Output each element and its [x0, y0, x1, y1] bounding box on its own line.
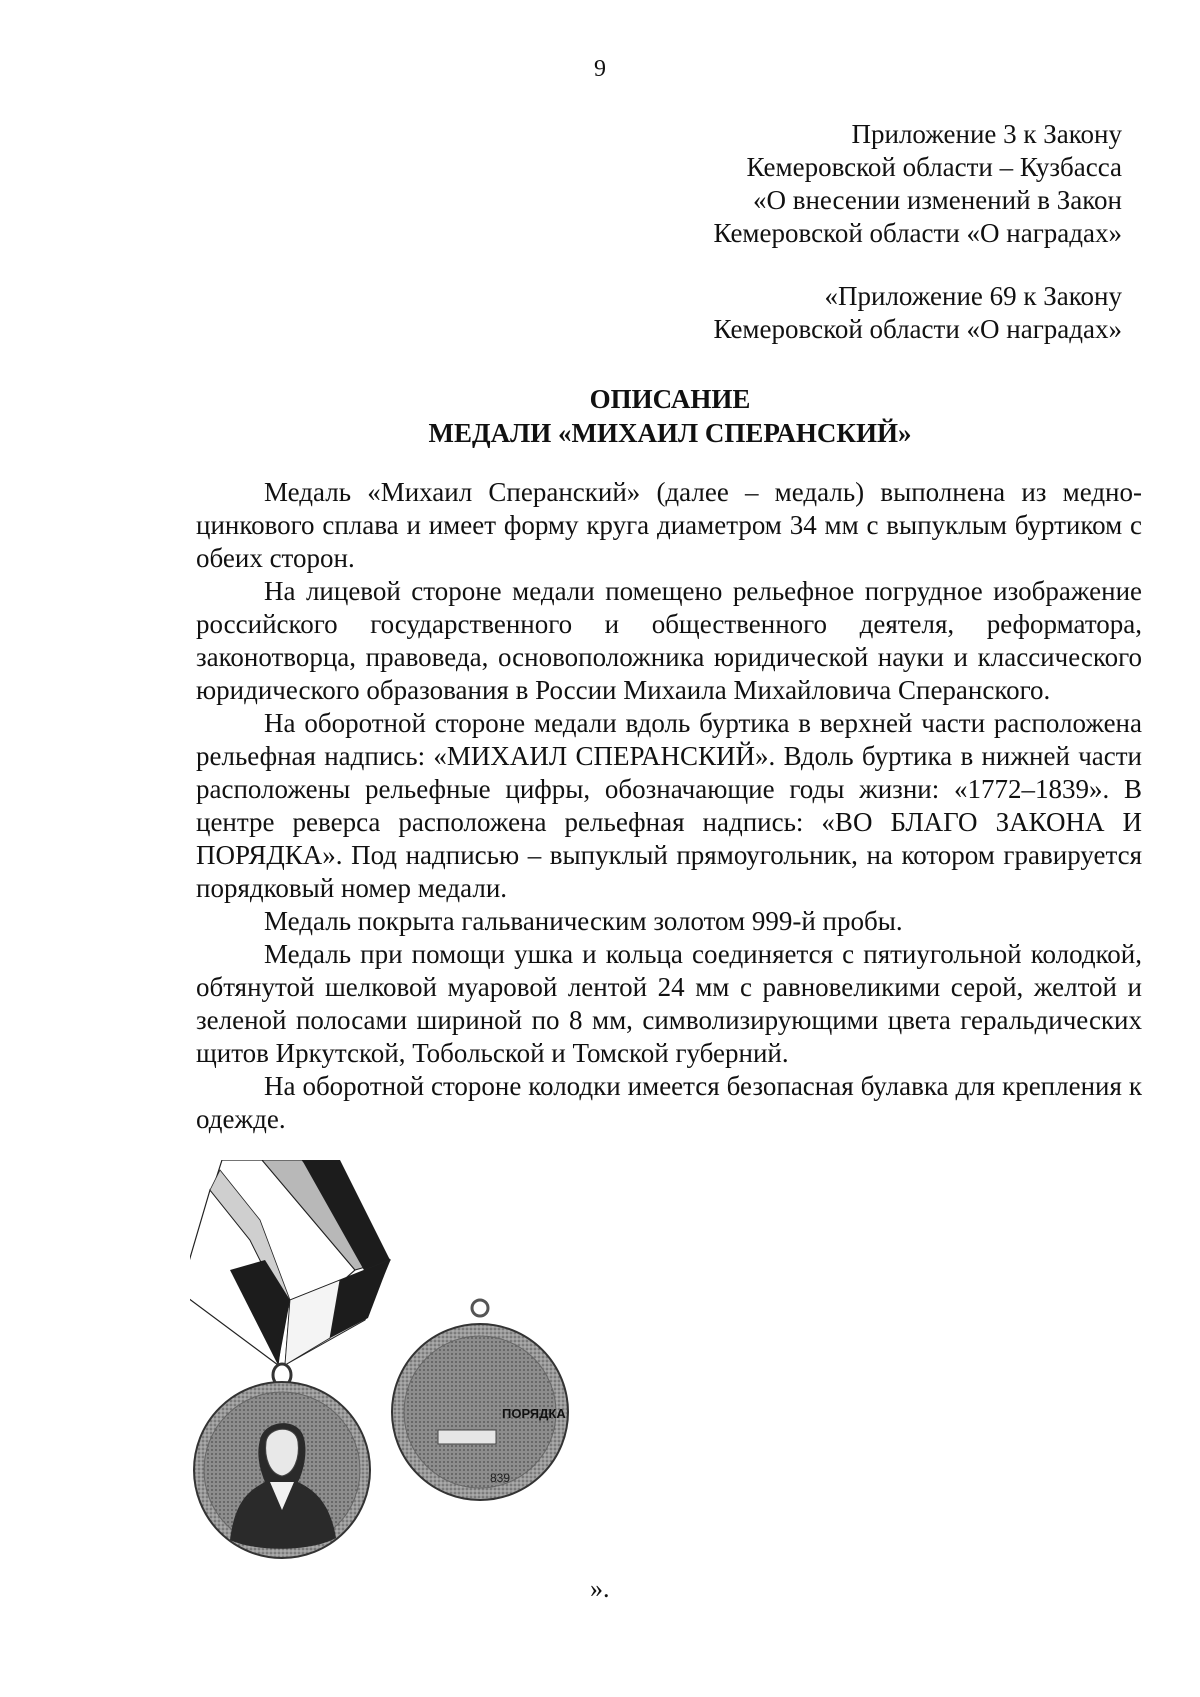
medal-reverse — [392, 1300, 568, 1500]
title-line-1: ОПИСАНИЕ — [589, 384, 751, 414]
title-line-2: МЕДАЛИ «МИХАИЛ СПЕРАНСКИЙ» — [428, 418, 912, 448]
annex-sub-line: «Приложение 69 к Закону — [824, 281, 1122, 311]
paragraph: На лицевой стороне медали помещено рельефное погрудное изображение российского государственного и общественного деятеля, реформатора, законотворца, правоведа, основоположника юридической науки и классического юридического образования в России Михаила Михайловича Сперанского. — [196, 576, 1142, 705]
paragraph: Медаль при помощи ушка и кольца соединяется с пятиугольной колодкой, обтянутой шелковой муаровой лентой 24 мм с равновеликими серой, желтой и зеленой полосами шириной по 8 мм, символизирующими цвета геральдических щитов Иркутской, Тобольской и Томской губерний. — [196, 939, 1142, 1068]
annex-header — [713, 118, 1122, 250]
annex-header-line: Кемеровской области «О наградах» — [713, 218, 1122, 248]
paragraph: На оборотной стороне медали вдоль буртика в верхней части расположена рельефная надпись: «МИХАИЛ СПЕРАНСКИЙ». Вдоль буртика в нижней части расположены рельефные цифры, обозначающие годы жизни: «1772–1839». В центре реверса расположена рельефная надпись: «ВО БЛАГО ЗАКОНА И ПОРЯДКА». Под надписью – выпуклый прямоугольник, на котором гравируется порядковый номер медали. — [196, 708, 1142, 903]
annex-sub-line: Кемеровской области «О наградах» — [713, 314, 1122, 344]
reverse-number-plate — [438, 1430, 496, 1444]
reverse-center-text: ПОРЯДКА — [502, 1406, 566, 1421]
annex-header-line: Кемеровской области – Кузбасса — [746, 152, 1122, 182]
closing-quote-mark: ». — [590, 1574, 610, 1603]
medal-obverse — [194, 1382, 370, 1558]
annex-sub-header — [713, 280, 1122, 346]
medal-illustration-svg — [190, 1160, 630, 1580]
ribbon-block — [190, 1160, 390, 1365]
paragraph: Медаль покрыта гальваническим золотом 999-й пробы. — [264, 906, 903, 936]
paragraph: На оборотной стороне колодки имеется безопасная булавка для крепления к одежде. — [196, 1071, 1142, 1134]
medal-illustration — [190, 1160, 630, 1580]
annex-header-line: «О внесении изменений в Закон — [752, 185, 1122, 215]
document-body — [196, 476, 1142, 1136]
paragraph: Медаль «Михаил Сперанский» (далее – медаль) выполнена из медно-цинкового сплава и имеет форму круга диаметром 34 мм с выпуклым буртиком с обеих сторон. — [196, 477, 1142, 573]
page-number: 9 — [594, 56, 606, 82]
annex-header-line: Приложение 3 к Закону — [851, 119, 1122, 149]
reverse-year-text: 839 — [490, 1471, 511, 1485]
document-title — [0, 382, 1200, 450]
